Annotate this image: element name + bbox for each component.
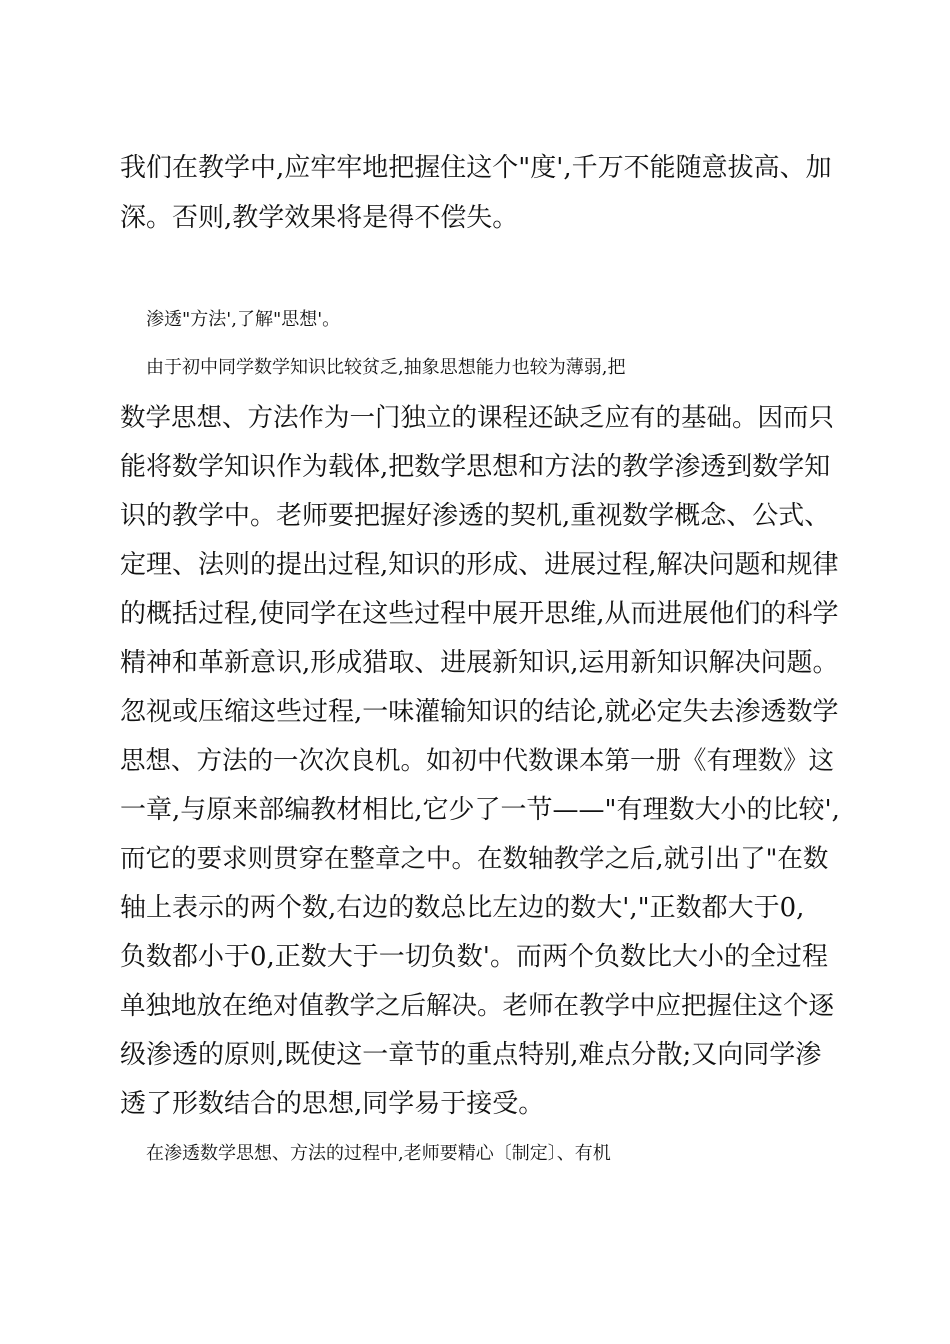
text-line: 能将数学知识作为载体,把数学思想和方法的教学渗透到数学知 bbox=[120, 452, 831, 482]
text-line: 而它的要求则贯穿在整章之中。在数轴教学之后,就引出了"在数 bbox=[120, 844, 829, 874]
text-line: 级渗透的原则,既使这一章节的重点特别,难点分散;又向同学渗 bbox=[120, 1040, 822, 1070]
text-line: 思想、方法的一次次良机。如初中代数课本第一册《有理数》这 bbox=[120, 746, 835, 776]
text-line: 定理、法则的提出过程,知识的形成、进展过程,解决问题和规律 bbox=[120, 550, 839, 580]
text-line: 数学思想、方法作为一门独立的课程还缺乏应有的基础。因而只 bbox=[120, 403, 835, 433]
text-line: 负数都小于0,正数大于一切负数'。而两个负数比大小的全过程 bbox=[120, 942, 828, 972]
text-line: 单独地放在绝对值教学之后解决。老师在教学中应把握住这个逐 bbox=[120, 991, 835, 1021]
text-line: 的概括过程,使同学在这些过程中展开思维,从而进展他们的科学 bbox=[120, 599, 839, 629]
text-line: 一章,与原来部编教材相比,它少了一节——"有理数大小的比较', bbox=[120, 795, 840, 825]
text-line: 在渗透数学思想、方法的过程中,老师要精心〔制定〕、有机 bbox=[146, 1143, 611, 1164]
text-line: 精神和革新意识,形成猎取、进展新知识,运用新知识解决问题。 bbox=[120, 648, 839, 678]
section-heading: 渗透"方法',了解"思想'。 bbox=[146, 309, 341, 330]
text-line: 由于初中同学数学知识比较贫乏,抽象思想能力也较为薄弱,把 bbox=[146, 357, 626, 378]
text-line: 透了形数结合的思想,同学易于接受。 bbox=[120, 1089, 545, 1119]
text-line: 我们在教学中,应牢牢地把握住这个"度',千万不能随意拔高、加 bbox=[120, 153, 832, 183]
text-line: 识的教学中。老师要把握好渗透的契机,重视数学概念、公式、 bbox=[120, 501, 831, 531]
text-line: 深。否则,教学效果将是得不偿失。 bbox=[120, 203, 519, 233]
text-line: 轴上表示的两个数,右边的数总比左边的数大',"正数都大于0, bbox=[120, 893, 805, 923]
text-line: 忽视或压缩这些过程,一味灌输知识的结论,就必定失去渗透数学 bbox=[120, 697, 839, 727]
